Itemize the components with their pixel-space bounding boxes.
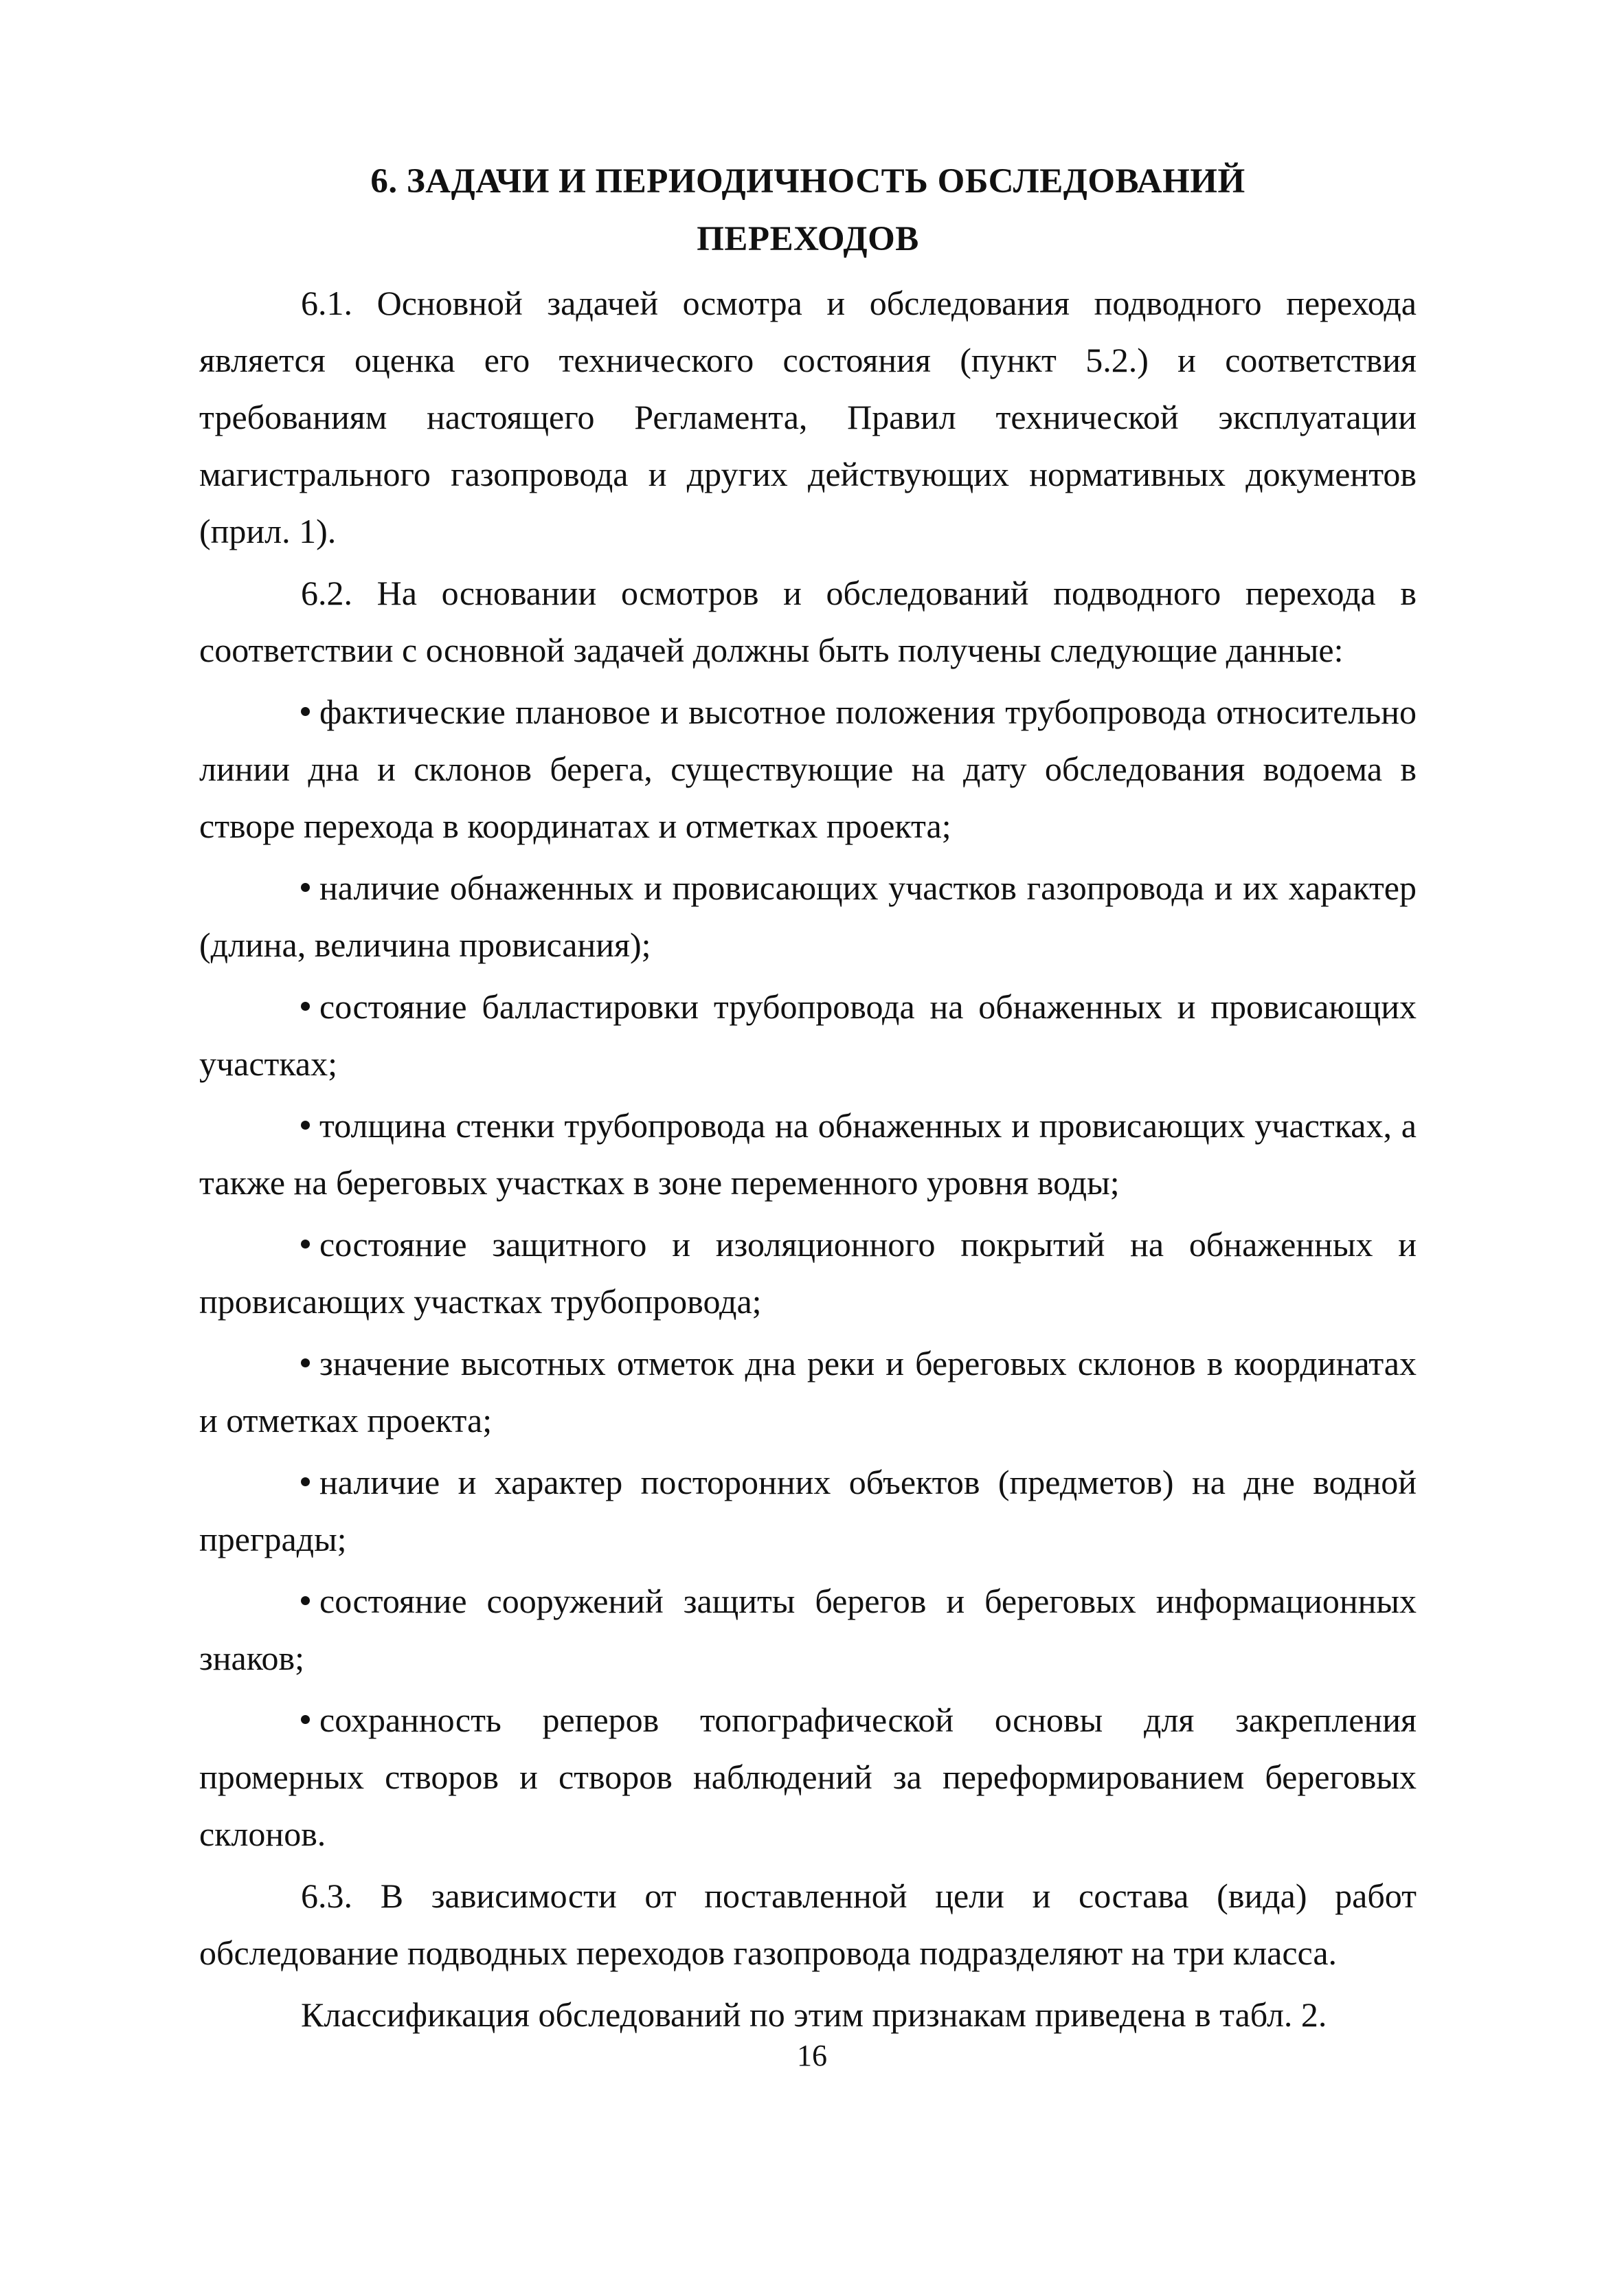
bullet-icon	[301, 883, 310, 892]
bullet-icon	[301, 1121, 310, 1130]
bullet-text: состояние балластировки трубопровода на обнаженных и провисающих участках;	[199, 987, 1417, 1083]
bullet-icon	[301, 1002, 310, 1011]
bullet-text: состояние защитного и изоляционного покрытий на обнаженных и провисающих участках трубопровода;	[199, 1225, 1417, 1321]
bullet-text: фактические плановое и высотное положения трубопровода относительно линии дна и склонов берега, существующие на дату обследования водоема в створе перехода в координатах и отметках проекта;	[199, 693, 1417, 845]
page-number: 16	[797, 2039, 827, 2072]
paragraph-6-1: 6.1. Основной задачей осмотра и обследования подводного перехода является оценка его технического состояния (пункт 5.2.) и соответствия требованиям настоящего Регламента, Правил технической эксплуатации магистрального газопровода и других действующих нормативных документов (прил. 1).	[199, 284, 1417, 550]
bullet-icon	[301, 1715, 310, 1724]
bullet-icon	[301, 1596, 310, 1605]
bullet-text: состояние сооружений защиты берегов и береговых информационных знаков;	[199, 1582, 1417, 1677]
section-heading-line-1: 6. ЗАДАЧИ И ПЕРИОДИЧНОСТЬ ОБСЛЕДОВАНИЙ	[370, 162, 1245, 201]
bullet-text: сохранность реперов топографической основы для закрепления промерных створов и створов наблюдений за переформированием береговых склонов.	[199, 1701, 1417, 1853]
bullet-item	[199, 684, 1417, 855]
page-content	[199, 153, 1417, 2044]
bullet-text: наличие и характер посторонних объектов (предметов) на дне водной преграды;	[199, 1463, 1417, 1558]
bullet-item	[199, 860, 1417, 974]
bullet-icon	[301, 707, 310, 716]
data-bullet-list	[199, 684, 1417, 1863]
section-heading-line-2: ПЕРЕХОДОВ	[697, 220, 919, 258]
section-heading	[199, 153, 1417, 268]
paragraph-6-3: 6.3. В зависимости от поставленной цели и состава (вида) работ обследование подводных переходов газопровода подразделяют на три класса.	[199, 1877, 1417, 1972]
bullet-text: толщина стенки трубопровода на обнаженных и провисающих участках, а также на береговых участках в зоне переменного уровня воды;	[199, 1106, 1417, 1202]
bullet-text: наличие обнаженных и провисающих участков газопровода и их характер (длина, величина провисания);	[199, 869, 1417, 964]
paragraph-classification: Классификация обследований по этим признакам приведена в табл. 2.	[301, 1995, 1327, 2034]
bullet-icon	[301, 1477, 310, 1486]
bullet-item	[199, 978, 1417, 1093]
bullet-icon	[301, 1358, 310, 1367]
bullet-item	[199, 1216, 1417, 1330]
bullet-item	[199, 1692, 1417, 1863]
bullet-item	[199, 1097, 1417, 1211]
bullet-icon	[301, 1240, 310, 1249]
bullet-item	[199, 1573, 1417, 1687]
paragraph-6-2: 6.2. На основании осмотров и обследований подводного перехода в соответствии с основной задачей должны быть получены следующие данные:	[199, 574, 1417, 669]
bullet-text: значение высотных отметок дна реки и береговых склонов в координатах и отметках проекта;	[199, 1344, 1417, 1440]
bullet-item	[199, 1454, 1417, 1568]
bullet-item	[199, 1335, 1417, 1449]
